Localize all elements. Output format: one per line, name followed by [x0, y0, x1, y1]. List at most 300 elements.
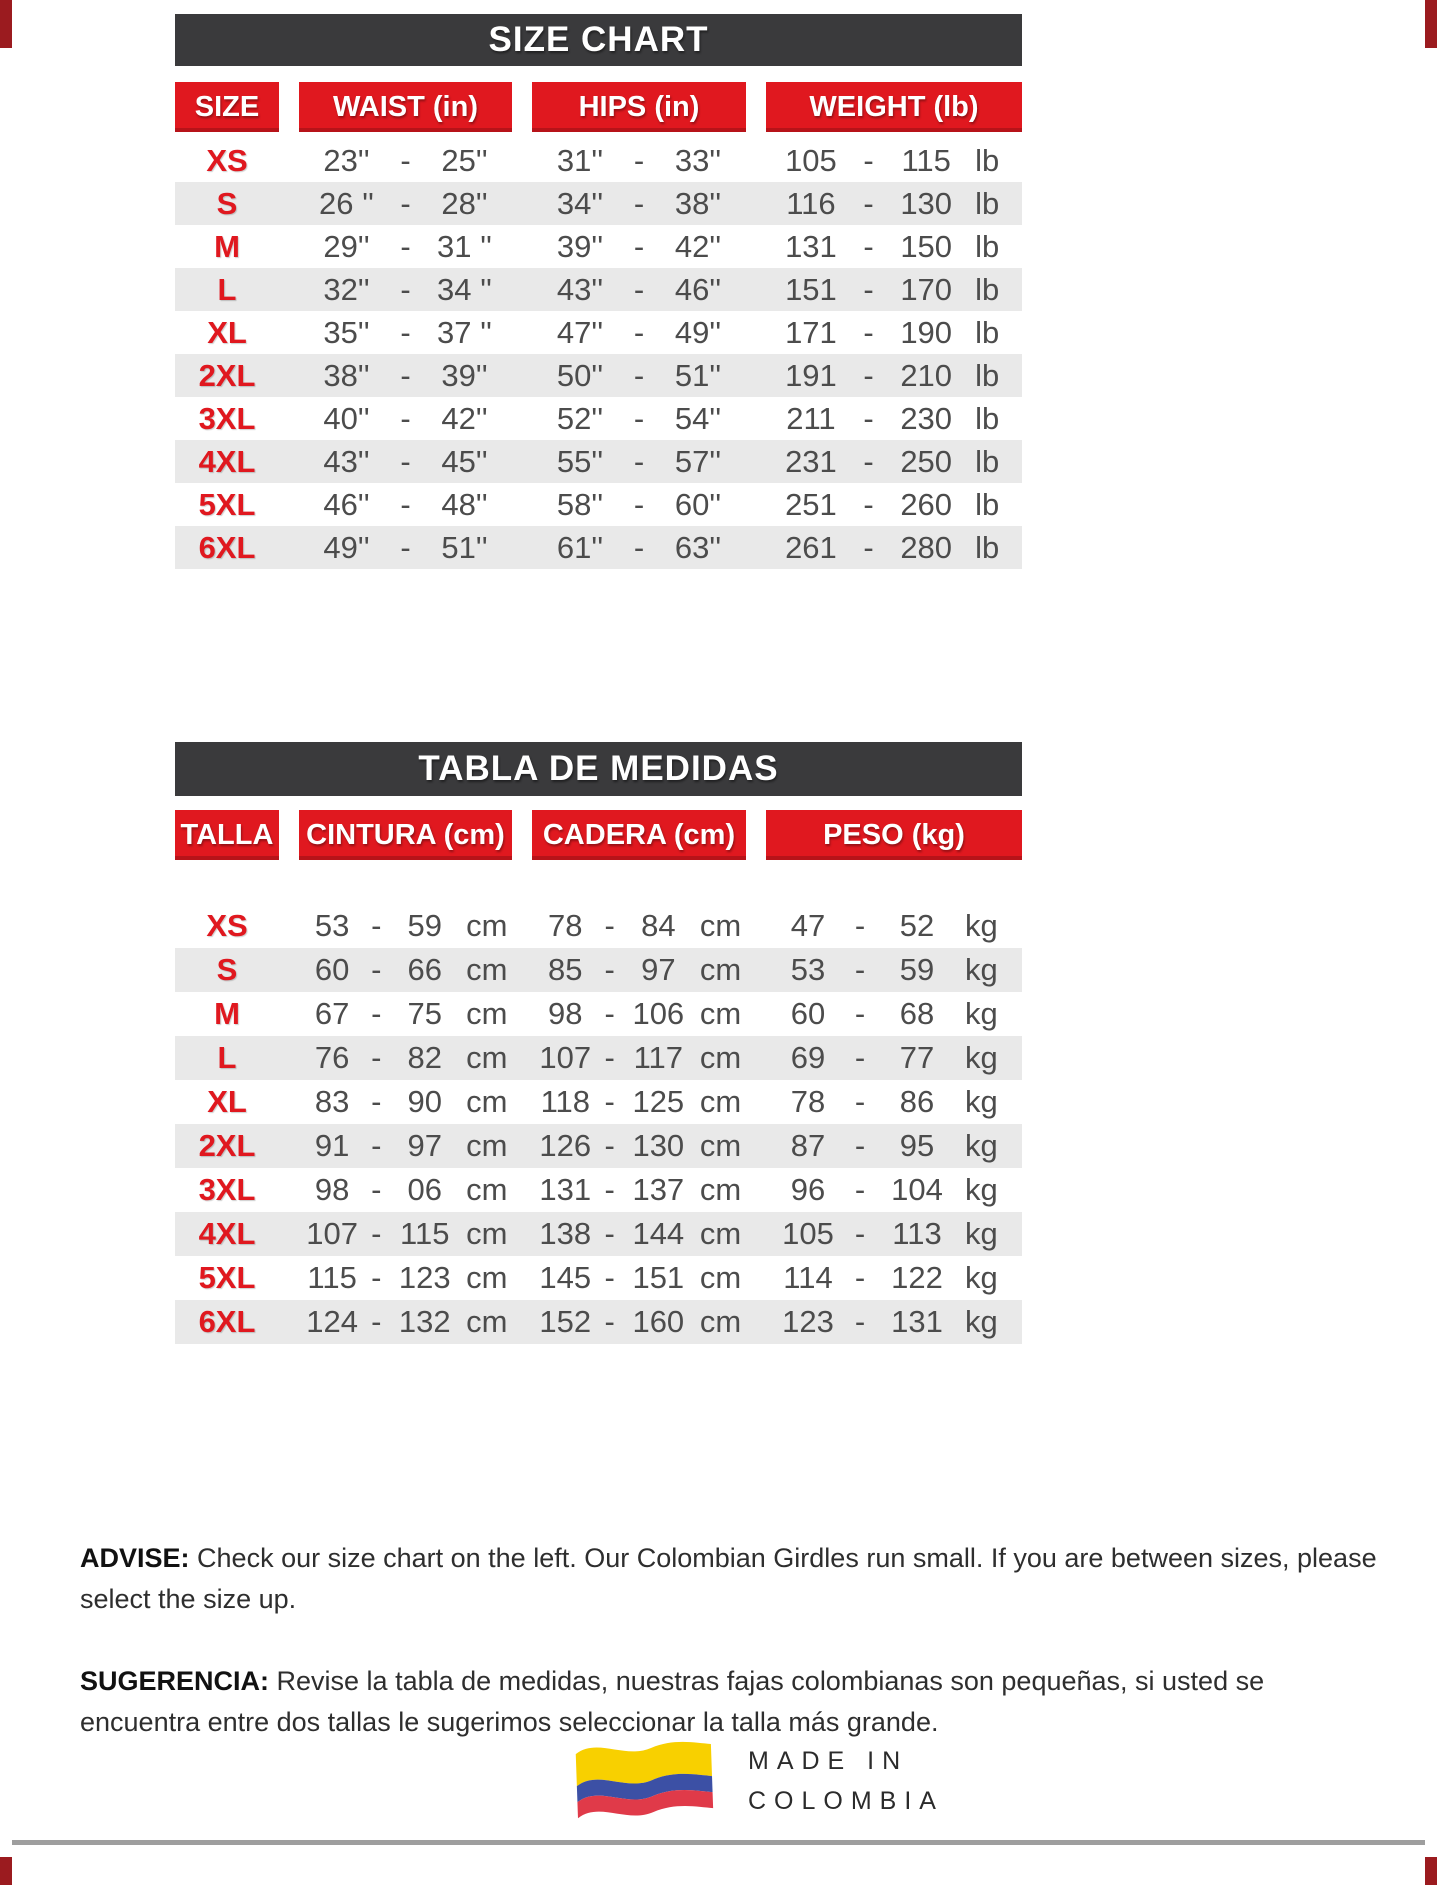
peso-max: 59 [899, 952, 935, 987]
weight-min: 211 [786, 400, 836, 436]
cintura-min: 53 [314, 908, 350, 943]
peso-unit: kg [965, 1084, 998, 1119]
cadera-max: 106 [632, 996, 685, 1031]
page-border-bottom-left [0, 1857, 12, 1885]
waist-max: 31 '' [437, 228, 492, 264]
hips-max: 49'' [674, 314, 722, 350]
range-dash: - [633, 529, 645, 565]
cadera-cell [532, 1304, 746, 1340]
range-dash: - [604, 1260, 615, 1295]
table-row [175, 268, 1022, 311]
peso-max: 95 [899, 1128, 935, 1163]
tabla-medidas-body [175, 904, 1022, 1344]
range-dash: - [371, 1216, 382, 1251]
cadera-min: 152 [539, 1304, 592, 1339]
weight-unit: lb [975, 228, 1000, 264]
cadera-min: 85 [548, 952, 583, 987]
cadera-max: 130 [632, 1128, 685, 1163]
table-row [175, 354, 1022, 397]
table-row [175, 440, 1022, 483]
cintura-max: 97 [407, 1128, 442, 1163]
cadera-min: 138 [539, 1216, 592, 1251]
size-cell: 4XL [198, 443, 256, 479]
peso-min: 96 [790, 1172, 826, 1207]
weight-min: 261 [785, 529, 837, 565]
waist-min: 32'' [323, 271, 370, 307]
cadera-unit: cm [699, 1040, 742, 1075]
peso-cell [766, 1040, 1022, 1076]
waist-min: 29'' [323, 228, 370, 264]
size-cell: M [214, 228, 240, 264]
cintura-unit: cm [466, 1084, 508, 1119]
sugerencia-note [80, 1661, 1380, 1742]
cintura-cell [299, 1172, 512, 1208]
range-dash: - [854, 1128, 866, 1163]
range-dash: - [854, 1216, 866, 1251]
cadera-cell [532, 1172, 746, 1208]
waist-max: 37 '' [437, 314, 492, 350]
cadera-unit: cm [699, 1304, 742, 1339]
peso-max: 68 [899, 996, 935, 1031]
range-dash: - [863, 185, 874, 221]
range-dash: - [863, 142, 874, 178]
range-dash: - [604, 1040, 615, 1075]
weight-max: 190 [900, 314, 953, 350]
peso-min: 60 [790, 996, 826, 1031]
peso-unit: kg [965, 908, 998, 943]
weight-unit: lb [975, 314, 1000, 350]
sugerencia-label: SUGERENCIA: [80, 1666, 270, 1696]
made-in-line2: COLOMBIA [748, 1787, 944, 1815]
cintura-max: 132 [398, 1304, 451, 1339]
talla-cell: L [217, 1040, 237, 1075]
cadera-min: 131 [539, 1172, 592, 1207]
waist-cell [299, 358, 512, 394]
cadera-max: 144 [632, 1216, 685, 1251]
range-dash: - [371, 1304, 382, 1339]
cadera-cell [532, 952, 746, 988]
hips-max: 54'' [674, 400, 722, 436]
cadera-min: 98 [548, 996, 583, 1031]
cadera-cell [532, 1260, 746, 1296]
cintura-unit: cm [466, 1172, 508, 1207]
range-dash: - [633, 486, 645, 522]
hips-max: 63'' [674, 529, 722, 565]
cadera-unit: cm [699, 952, 742, 987]
size-chart-header-row [175, 82, 1022, 132]
cadera-max: 125 [632, 1084, 685, 1119]
cadera-max: 160 [632, 1304, 685, 1339]
cintura-cell [299, 952, 512, 988]
range-dash: - [633, 271, 645, 307]
size-cell: 3XL [198, 400, 256, 436]
cintura-cell [299, 1040, 512, 1076]
cintura-unit: cm [466, 952, 508, 987]
weight-unit: lb [975, 271, 1000, 307]
column-header-talla: TALLA [175, 810, 279, 860]
cintura-cell [299, 1084, 512, 1120]
range-dash: - [400, 486, 411, 522]
cintura-unit: cm [466, 1216, 508, 1251]
cintura-min: 107 [306, 1216, 358, 1251]
advise-note [80, 1538, 1380, 1619]
cadera-unit: cm [699, 1128, 742, 1163]
range-dash: - [633, 357, 645, 393]
hips-cell [532, 444, 746, 480]
waist-min: 35'' [323, 314, 370, 350]
weight-cell [766, 401, 1022, 437]
cintura-min: 98 [314, 1172, 350, 1207]
range-dash: - [854, 1084, 866, 1119]
weight-max: 260 [900, 486, 953, 522]
peso-unit: kg [965, 996, 998, 1031]
cintura-min: 60 [314, 952, 350, 987]
cintura-cell [299, 1304, 512, 1340]
weight-unit: lb [975, 357, 1000, 393]
waist-cell [299, 143, 512, 179]
range-dash: - [854, 1172, 866, 1207]
table-row [175, 311, 1022, 354]
peso-max: 122 [891, 1260, 943, 1295]
peso-min: 53 [790, 952, 826, 987]
range-dash: - [371, 996, 382, 1031]
page-border-top-right [1425, 0, 1437, 48]
weight-max: 280 [900, 529, 953, 565]
cintura-min: 76 [314, 1040, 350, 1075]
weight-cell [766, 358, 1022, 394]
waist-max: 51'' [441, 529, 488, 565]
range-dash: - [400, 529, 411, 565]
range-dash: - [400, 314, 411, 350]
talla-cell: XS [206, 908, 248, 943]
weight-unit: lb [975, 400, 1000, 436]
peso-unit: kg [965, 1216, 998, 1251]
range-dash: - [371, 1128, 382, 1163]
range-dash: - [400, 400, 411, 436]
hips-cell [532, 229, 746, 265]
cadera-min: 118 [540, 1084, 590, 1119]
cadera-unit: cm [699, 908, 742, 943]
weight-unit: lb [975, 142, 1000, 178]
peso-min: 105 [782, 1216, 834, 1251]
cintura-max: 06 [407, 1172, 442, 1207]
cintura-unit: cm [466, 1260, 508, 1295]
range-dash: - [863, 357, 874, 393]
hips-min: 34'' [556, 185, 604, 221]
peso-min: 47 [790, 908, 826, 943]
cadera-cell [532, 1040, 746, 1076]
range-dash: - [854, 908, 866, 943]
peso-cell [766, 996, 1022, 1032]
cadera-min: 126 [539, 1128, 592, 1163]
hips-max: 33'' [674, 142, 722, 178]
waist-cell [299, 229, 512, 265]
hips-min: 39'' [556, 228, 604, 264]
peso-min: 78 [790, 1084, 826, 1119]
talla-cell: 2XL [198, 1128, 256, 1163]
waist-cell [299, 315, 512, 351]
size-chart-table [175, 14, 1022, 569]
range-dash: - [604, 1216, 615, 1251]
waist-cell [299, 487, 512, 523]
range-dash: - [371, 952, 382, 987]
weight-cell [766, 530, 1022, 566]
cintura-min: 67 [314, 996, 350, 1031]
tabla-medidas-title: TABLA DE MEDIDAS [175, 742, 1022, 796]
table-row [175, 139, 1022, 182]
table-row [175, 1212, 1022, 1256]
waist-cell [299, 530, 512, 566]
weight-cell [766, 143, 1022, 179]
weight-max: 230 [900, 400, 953, 436]
sugerencia-text: Revise la tabla de medidas, nuestras fajas colombianas son pequeñas, si usted se encuentra entre dos tallas le sugerimos seleccionar la talla más grande. [80, 1666, 1265, 1737]
weight-min: 251 [785, 486, 837, 522]
hips-min: 31'' [556, 142, 604, 178]
table-row [175, 1036, 1022, 1080]
range-dash: - [863, 400, 874, 436]
size-chart-body [175, 139, 1022, 569]
weight-cell [766, 315, 1022, 351]
weight-max: 150 [900, 228, 953, 264]
cadera-max: 84 [641, 908, 676, 943]
hips-min: 43'' [556, 271, 604, 307]
peso-cell [766, 952, 1022, 988]
range-dash: - [400, 271, 411, 307]
size-chart-title: SIZE CHART [175, 14, 1022, 66]
cintura-unit: cm [466, 1040, 508, 1075]
range-dash: - [400, 443, 411, 479]
cintura-min: 91 [314, 1128, 350, 1163]
cintura-max: 90 [407, 1084, 442, 1119]
weight-unit: lb [975, 185, 1000, 221]
peso-max: 104 [891, 1172, 943, 1207]
hips-cell [532, 186, 746, 222]
range-dash: - [863, 228, 874, 264]
waist-min: 43'' [323, 443, 370, 479]
column-header-hips: HIPS (in) [532, 82, 746, 132]
size-cell: L [217, 271, 237, 307]
range-dash: - [604, 1304, 615, 1339]
peso-min: 69 [790, 1040, 826, 1075]
range-dash: - [854, 952, 866, 987]
hips-max: 60'' [674, 486, 722, 522]
size-cell: XS [206, 142, 248, 178]
range-dash: - [400, 142, 411, 178]
range-dash: - [604, 952, 615, 987]
weight-unit: lb [975, 486, 1000, 522]
tabla-medidas-header-row [175, 810, 1022, 860]
advise-text: Check our size chart on the left. Our Colombian Girdles run small. If you are between sizes, please select the size up. [80, 1543, 1377, 1614]
peso-max: 113 [892, 1216, 942, 1251]
hips-max: 38'' [674, 185, 722, 221]
talla-cell: 6XL [198, 1304, 256, 1339]
peso-cell [766, 1128, 1022, 1164]
talla-cell: XL [207, 1084, 247, 1119]
peso-unit: kg [965, 1128, 998, 1163]
waist-max: 34 '' [437, 271, 492, 307]
weight-unit: lb [975, 529, 1000, 565]
table-row [175, 904, 1022, 948]
weight-min: 105 [785, 142, 837, 178]
cintura-max: 75 [407, 996, 442, 1031]
cintura-cell [299, 1216, 512, 1252]
range-dash: - [633, 228, 645, 264]
cadera-max: 97 [641, 952, 676, 987]
colombia-flag-icon [570, 1729, 725, 1832]
range-dash: - [604, 1172, 615, 1207]
range-dash: - [854, 1260, 866, 1295]
weight-min: 171 [785, 314, 837, 350]
hips-max: 42'' [674, 228, 722, 264]
waist-min: 23'' [323, 142, 370, 178]
table-row [175, 225, 1022, 268]
peso-unit: kg [965, 1040, 998, 1075]
cadera-min: 78 [548, 908, 583, 943]
hips-max: 57'' [674, 443, 722, 479]
page-border-top-left [0, 0, 12, 48]
table-row [175, 1168, 1022, 1212]
peso-unit: kg [965, 1172, 998, 1207]
range-dash: - [604, 996, 615, 1031]
size-cell: XL [207, 314, 247, 350]
range-dash: - [863, 271, 874, 307]
cadera-unit: cm [699, 1172, 742, 1207]
range-dash: - [400, 357, 411, 393]
peso-unit: kg [965, 1260, 998, 1295]
table-row [175, 992, 1022, 1036]
cintura-min: 83 [314, 1084, 350, 1119]
hips-cell [532, 272, 746, 308]
waist-max: 48'' [441, 486, 488, 522]
range-dash: - [854, 1304, 866, 1339]
weight-cell [766, 487, 1022, 523]
range-dash: - [400, 185, 411, 221]
bottom-divider [12, 1840, 1425, 1845]
cintura-min: 124 [306, 1304, 358, 1339]
range-dash: - [633, 185, 645, 221]
weight-min: 231 [785, 443, 837, 479]
hips-min: 47'' [556, 314, 604, 350]
cadera-max: 117 [633, 1040, 684, 1075]
talla-cell: S [216, 952, 238, 987]
waist-min: 49'' [323, 529, 370, 565]
column-header-waist: WAIST (in) [299, 82, 512, 132]
table-row [175, 1124, 1022, 1168]
cadera-min: 107 [539, 1040, 592, 1075]
weight-cell [766, 229, 1022, 265]
hips-min: 50'' [556, 357, 604, 393]
waist-min: 38'' [323, 357, 370, 393]
cintura-max: 66 [407, 952, 442, 987]
waist-min: 26 '' [319, 185, 374, 221]
hips-cell [532, 358, 746, 394]
table-row [175, 397, 1022, 440]
waist-cell [299, 186, 512, 222]
waist-max: 39'' [441, 357, 488, 393]
column-header-size: SIZE [175, 82, 279, 132]
waist-cell [299, 444, 512, 480]
weight-cell [766, 272, 1022, 308]
made-in-line1: MADE IN [748, 1747, 909, 1775]
waist-max: 28'' [441, 185, 488, 221]
column-header-weight: WEIGHT (lb) [766, 82, 1022, 132]
range-dash: - [854, 996, 866, 1031]
range-dash: - [863, 486, 874, 522]
range-dash: - [400, 228, 411, 264]
weight-max: 250 [900, 443, 953, 479]
cintura-cell [299, 908, 512, 944]
advise-label: ADVISE: [80, 1543, 190, 1573]
range-dash: - [863, 314, 874, 350]
weight-max: 210 [900, 357, 953, 393]
size-cell: 6XL [198, 529, 256, 565]
hips-cell [532, 143, 746, 179]
hips-cell [532, 487, 746, 523]
cintura-max: 82 [407, 1040, 442, 1075]
table-row [175, 182, 1022, 225]
hips-max: 51'' [674, 357, 722, 393]
column-header-peso: PESO (kg) [766, 810, 1022, 860]
hips-cell [532, 530, 746, 566]
peso-max: 77 [899, 1040, 935, 1075]
table-row [175, 483, 1022, 526]
waist-max: 42'' [441, 400, 488, 436]
range-dash: - [371, 1084, 382, 1119]
peso-max: 131 [891, 1304, 943, 1339]
weight-max: 130 [900, 185, 953, 221]
weight-unit: lb [975, 443, 1000, 479]
range-dash: - [604, 908, 615, 943]
waist-max: 45'' [441, 443, 488, 479]
range-dash: - [863, 529, 874, 565]
cintura-cell [299, 1128, 512, 1164]
page-border-bottom-right [1425, 1857, 1437, 1885]
tabla-medidas-table [175, 742, 1022, 1344]
peso-cell [766, 908, 1022, 944]
peso-cell [766, 1216, 1022, 1252]
size-cell: 5XL [198, 486, 256, 522]
size-cell: 2XL [198, 357, 256, 393]
table-row [175, 948, 1022, 992]
column-header-cadera: CADERA (cm) [532, 810, 746, 860]
talla-cell: 5XL [198, 1260, 256, 1295]
range-dash: - [633, 443, 645, 479]
cintura-unit: cm [466, 1128, 508, 1163]
cadera-min: 145 [539, 1260, 592, 1295]
size-cell: S [216, 185, 238, 221]
cadera-unit: cm [699, 1260, 742, 1295]
waist-cell [299, 272, 512, 308]
weight-min: 131 [785, 228, 837, 264]
peso-unit: kg [965, 1304, 998, 1339]
hips-min: 58'' [556, 486, 604, 522]
hips-min: 55'' [556, 443, 604, 479]
peso-cell [766, 1172, 1022, 1208]
range-dash: - [604, 1128, 615, 1163]
waist-cell [299, 401, 512, 437]
hips-max: 46'' [674, 271, 722, 307]
range-dash: - [633, 400, 645, 436]
waist-min: 40'' [323, 400, 370, 436]
cadera-cell [532, 996, 746, 1032]
waist-max: 25'' [441, 142, 488, 178]
weight-cell [766, 444, 1022, 480]
range-dash: - [863, 443, 874, 479]
cadera-cell [532, 1084, 746, 1120]
peso-min: 123 [782, 1304, 834, 1339]
peso-cell [766, 1304, 1022, 1340]
cadera-cell [532, 1128, 746, 1164]
